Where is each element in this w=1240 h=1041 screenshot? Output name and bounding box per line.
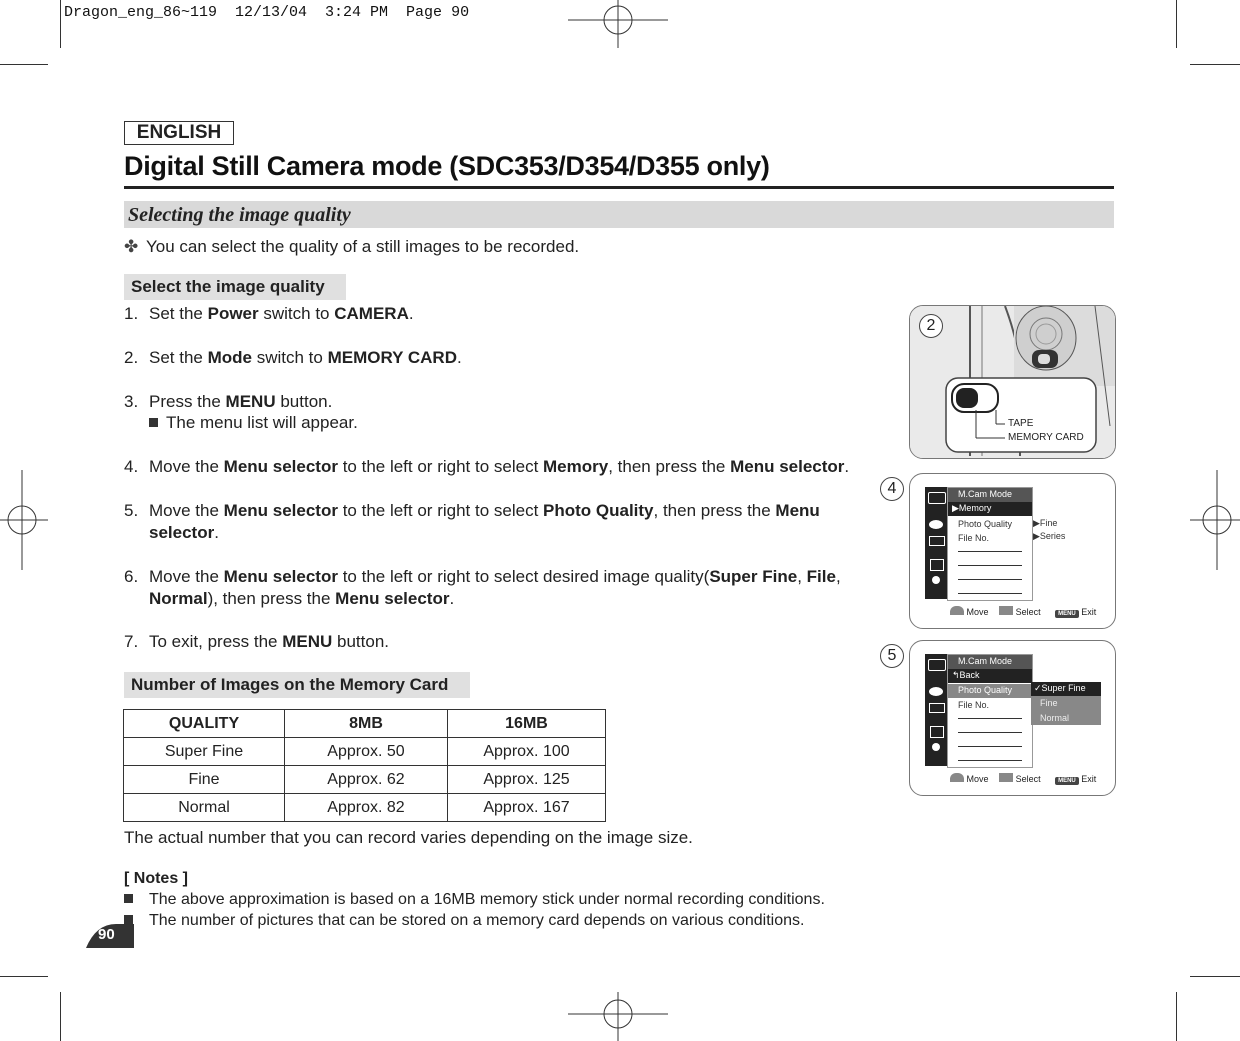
intro-text — [124, 237, 579, 257]
step-3-subnote: The menu list will appear. — [149, 412, 358, 434]
cross-bullet-icon: ✤ — [124, 237, 139, 256]
page-number: 90 — [98, 926, 115, 943]
intro-sentence: You can select the quality of a still images to be recorded. — [146, 237, 580, 256]
table-cell: Approx. 100 — [448, 738, 606, 766]
figure-2-panel — [909, 305, 1116, 459]
option-normal[interactable]: Normal — [1040, 713, 1070, 723]
registration-mark-right — [1190, 470, 1240, 570]
menu-header: M.Cam Mode — [948, 488, 1032, 502]
menu-item-file-no[interactable]: File No. — [958, 700, 990, 710]
menu-icon-column — [925, 487, 947, 599]
arrow-right-icon: ▶ — [1033, 531, 1040, 541]
menu-header: M.Cam Mode — [948, 655, 1032, 669]
table-header-row — [124, 710, 606, 738]
move-icon — [950, 606, 964, 615]
title-rule — [124, 186, 1114, 189]
tape-label: TAPE — [1008, 418, 1034, 429]
step-6-cont: Normal), then press the Menu selector. — [149, 589, 455, 608]
step-3: 3. Press the MENU button. — [124, 392, 333, 411]
tv-icon — [930, 559, 944, 571]
print-slug: Dragon_eng_86~119 12/13/04 3:24 PM Page 90 — [64, 4, 470, 21]
table-cell: Approx. 50 — [285, 738, 448, 766]
crop-mark — [1176, 0, 1177, 48]
memory-card-label: MEMORY CARD — [1008, 432, 1084, 443]
memory-icon — [929, 703, 945, 713]
crop-mark — [60, 0, 61, 48]
submenu-item-fine: ▶Fine — [1033, 518, 1058, 528]
table-note: The actual number that you can record varies depending on the image size. — [124, 828, 693, 847]
menu-badge: MENU — [1055, 777, 1079, 785]
section-title: Selecting the image quality — [128, 204, 351, 226]
crop-mark — [0, 976, 48, 977]
notes-title: [ Notes ] — [124, 870, 188, 887]
table-cell: Normal — [124, 794, 285, 822]
move-icon — [950, 773, 964, 782]
square-bullet-icon — [124, 894, 133, 903]
menu-footer: Move Select MENU Exit — [950, 606, 1096, 617]
select-icon — [999, 606, 1013, 615]
crop-mark — [1190, 64, 1240, 65]
step-6: 6. Move the Menu selector to the left or right to select desired image quality(Super Fine, File, — [124, 567, 841, 586]
menu-footer: Move Select MENU Exit — [950, 773, 1096, 784]
language-tab: ENGLISH — [124, 121, 234, 145]
memory-icon — [929, 536, 945, 546]
menu-list — [947, 487, 1033, 601]
figure-4-number: 4 — [880, 477, 904, 501]
menu-item-back[interactable]: ↰Back — [948, 669, 1032, 683]
step-7: 7. To exit, press the MENU button. — [124, 632, 390, 651]
note-item: The above approximation is based on a 16MB memory stick under normal recording conditions. — [124, 891, 825, 909]
select-icon — [999, 773, 1013, 782]
table-cell: Fine — [124, 766, 285, 794]
figure-5-number: 5 — [880, 644, 904, 668]
gear-icon — [932, 743, 940, 751]
arrow-right-icon: ▶ — [952, 503, 959, 513]
menu-list — [947, 654, 1033, 768]
crop-mark — [1190, 976, 1240, 977]
registration-mark-bottom — [568, 992, 668, 1041]
quality-options — [1031, 682, 1101, 725]
table-cell: Approx. 82 — [285, 794, 448, 822]
table-row — [124, 794, 606, 822]
table-row — [124, 766, 606, 794]
step-5: 5. Move the Menu selector to the left or right to select Photo Quality, then press the Menu — [124, 501, 820, 520]
menu-item-memory[interactable]: ▶Memory — [948, 502, 1032, 516]
image-count-table — [123, 709, 606, 822]
subhead-image-count: Number of Images on the Memory Card — [124, 672, 470, 698]
menu-item-photo-quality[interactable]: Photo Quality — [948, 684, 1032, 698]
check-icon: ✓ — [1034, 683, 1042, 693]
column-header: QUALITY — [124, 710, 285, 738]
gear-icon — [932, 576, 940, 584]
crop-mark — [1176, 992, 1177, 1041]
registration-mark-left — [0, 470, 48, 570]
camera-icon — [928, 659, 946, 671]
step-1: 1. Set the Power switch to CAMERA. — [124, 304, 414, 323]
square-bullet-icon — [149, 418, 158, 427]
page-title: Digital Still Camera mode (SDC353/D354/D355 only) — [124, 151, 770, 181]
figure-4-panel — [887, 473, 1116, 629]
menu-item-photo-quality[interactable]: Photo Quality — [958, 519, 1013, 529]
crop-mark — [0, 64, 48, 65]
figure-2-number: 2 — [919, 314, 943, 338]
registration-mark-top — [568, 0, 668, 48]
table-row — [124, 738, 606, 766]
table-cell: Approx. 125 — [448, 766, 606, 794]
figure-5-panel — [887, 640, 1116, 796]
menu-icon-column — [925, 654, 947, 766]
camera-icon — [928, 492, 946, 504]
crop-mark — [60, 992, 61, 1041]
step-2: 2. Set the Mode switch to MEMORY CARD. — [124, 348, 462, 367]
arrow-right-icon: ▶ — [1033, 518, 1040, 528]
table-cell: Super Fine — [124, 738, 285, 766]
option-super-fine[interactable]: ✓Super Fine — [1031, 682, 1101, 696]
step-4: 4. Move the Menu selector to the left or right to select Memory, then press the Menu selector. — [124, 457, 850, 476]
column-header: 16MB — [448, 710, 606, 738]
option-fine[interactable]: Fine — [1040, 698, 1058, 708]
back-arrow-icon: ↰ — [952, 670, 960, 680]
table-cell: Approx. 167 — [448, 794, 606, 822]
step-5-cont: selector. — [149, 523, 219, 542]
settings-icon — [929, 687, 943, 696]
note-item: The number of pictures that can be stored on a memory card depends on various conditions. — [124, 912, 804, 930]
settings-icon — [929, 520, 943, 529]
table-cell: Approx. 62 — [285, 766, 448, 794]
subhead-select-quality: Select the image quality — [124, 274, 346, 300]
column-header: 8MB — [285, 710, 448, 738]
menu-item-file-no[interactable]: File No. — [958, 533, 990, 543]
menu-badge: MENU — [1055, 610, 1079, 618]
submenu-item-series: ▶Series — [1033, 531, 1066, 541]
tv-icon — [930, 726, 944, 738]
